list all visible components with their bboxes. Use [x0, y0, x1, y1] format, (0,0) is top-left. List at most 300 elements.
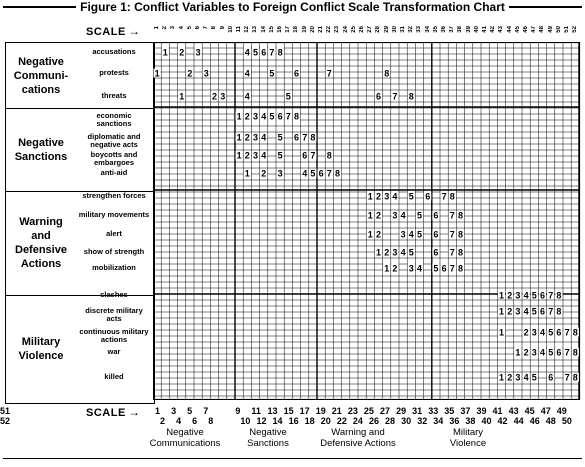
- bottom-scale-number: 33: [428, 406, 439, 416]
- top-scale-number: 14: [260, 26, 267, 33]
- svg-text:8: 8: [572, 372, 578, 383]
- bottom-scale-number: 6: [192, 416, 198, 426]
- variable-label: threats: [101, 91, 127, 100]
- variable-label: anti-aid: [100, 168, 128, 177]
- top-scale-number: 22: [326, 26, 333, 33]
- bottom-scale-number: 30: [401, 416, 412, 426]
- svg-text:3: 3: [531, 347, 537, 358]
- category-divider: [6, 108, 154, 109]
- svg-text:1: 1: [498, 372, 505, 383]
- svg-text:1: 1: [384, 263, 390, 274]
- bottom-group-label: Negative Sanctions: [247, 427, 289, 449]
- bottom-scale-number: 8: [208, 416, 214, 426]
- scale-mark: [514, 373, 521, 383]
- scale-mark: [301, 133, 308, 143]
- svg-text:4: 4: [244, 68, 250, 79]
- scale-mark: [416, 230, 423, 240]
- bottom-scale-number: 9: [235, 406, 241, 416]
- svg-text:3: 3: [277, 168, 283, 179]
- svg-text:1: 1: [367, 191, 373, 202]
- top-scale-number: 34: [424, 26, 431, 33]
- svg-text:5: 5: [548, 347, 554, 358]
- svg-text:8: 8: [457, 247, 464, 258]
- top-scale-number: 42: [490, 26, 497, 33]
- scale-mark: [506, 373, 513, 383]
- svg-text:1: 1: [375, 247, 382, 258]
- top-scale-number: 11: [236, 26, 242, 33]
- scale-mark: [277, 151, 284, 161]
- scale-mark: [449, 192, 456, 202]
- scale-mark: [432, 248, 439, 258]
- svg-text:5: 5: [408, 191, 414, 202]
- bottom-scale-number: 26: [368, 416, 379, 426]
- svg-text:3: 3: [515, 306, 521, 317]
- svg-text:8: 8: [326, 150, 332, 161]
- svg-text:7: 7: [564, 372, 570, 383]
- scale-mark: [449, 248, 456, 258]
- svg-text:1: 1: [498, 327, 505, 338]
- scale-mark: [457, 248, 464, 258]
- svg-text:6: 6: [548, 372, 554, 383]
- svg-text:5: 5: [416, 229, 423, 240]
- scale-mark: [449, 211, 456, 221]
- variable-label: continuous military actions: [79, 327, 149, 344]
- scale-mark: [449, 264, 456, 274]
- bottom-group-label: Warning and Defensive Actions: [320, 427, 396, 449]
- svg-text:4: 4: [416, 263, 423, 274]
- variable-label: alert: [106, 229, 122, 238]
- top-scale-number: 51: [564, 26, 570, 33]
- svg-text:4: 4: [302, 168, 308, 179]
- category-name: Warning and Defensive Actions: [15, 216, 67, 270]
- top-scale-number: 7: [203, 26, 210, 30]
- svg-text:4: 4: [244, 91, 250, 102]
- bottom-rule: [3, 458, 582, 459]
- scale-mark: [375, 211, 382, 221]
- bottom-scale-number: 40: [481, 416, 492, 426]
- svg-text:6: 6: [433, 210, 439, 221]
- top-scale-number: 38: [457, 26, 464, 33]
- svg-text:8: 8: [293, 111, 300, 122]
- scale-mark: [219, 92, 226, 102]
- scale-mark: [260, 48, 267, 58]
- svg-text:8: 8: [556, 290, 562, 301]
- top-scale-number: 31: [400, 26, 406, 33]
- scale-mark: [457, 211, 464, 221]
- scale-mark: [498, 328, 505, 338]
- bottom-scale-number: 41: [492, 406, 503, 416]
- top-scale-number: 17: [285, 26, 292, 33]
- svg-text:6: 6: [539, 290, 546, 301]
- bottom-scale-number: 12: [256, 416, 267, 426]
- svg-text:7: 7: [564, 347, 570, 358]
- scale-mark: [236, 133, 243, 143]
- variable-label: strengthen forces: [82, 191, 146, 200]
- scale-mark: [178, 48, 185, 58]
- svg-text:2: 2: [507, 372, 513, 383]
- svg-text:7: 7: [302, 132, 308, 143]
- svg-text:3: 3: [220, 91, 226, 102]
- scale-mark: [547, 348, 554, 358]
- svg-text:4: 4: [539, 347, 546, 358]
- bottom-scale-number: 14: [272, 416, 283, 426]
- bottom-scale-number: 18: [304, 416, 315, 426]
- scale-mark: [523, 328, 530, 338]
- variable-label: economic sanctions: [96, 111, 132, 128]
- scale-arrow-bottom: →: [128, 405, 140, 419]
- svg-text:5: 5: [408, 247, 414, 258]
- bottom-scale-number: 51: [0, 406, 11, 416]
- scale-mark: [383, 264, 390, 274]
- scale-label-bottom: SCALE: [86, 407, 126, 419]
- scale-mark: [301, 151, 308, 161]
- svg-text:3: 3: [400, 229, 406, 240]
- bottom-scale-number: 3: [171, 406, 177, 416]
- scale-mark: [498, 373, 505, 383]
- top-scale-number: 41: [482, 26, 488, 33]
- scale-mark: [326, 169, 333, 179]
- scale-mark: [400, 248, 407, 258]
- scale-mark: [547, 328, 554, 338]
- svg-text:2: 2: [244, 111, 250, 122]
- svg-text:5: 5: [285, 91, 291, 102]
- svg-text:3: 3: [408, 263, 414, 274]
- top-scale-number: 46: [523, 26, 529, 33]
- svg-text:6: 6: [433, 247, 439, 258]
- scale-mark: [523, 291, 530, 301]
- svg-text:5: 5: [277, 150, 283, 161]
- scale-mark: [309, 151, 316, 161]
- scale-mark: [244, 133, 251, 143]
- svg-text:8: 8: [334, 168, 341, 179]
- svg-text:6: 6: [433, 229, 439, 240]
- svg-text:1: 1: [515, 347, 521, 358]
- scale-mark: [391, 92, 398, 102]
- bottom-scale-number: 19: [315, 406, 326, 416]
- svg-text:6: 6: [277, 111, 283, 122]
- scale-mark: [572, 348, 579, 358]
- svg-text:6: 6: [425, 191, 431, 202]
- scale-mark: [408, 264, 415, 274]
- bottom-scale-number: 44: [513, 416, 524, 426]
- top-scale-number: 25: [350, 26, 357, 33]
- bottom-scale-number: 2: [160, 416, 166, 426]
- scale-mark: [195, 48, 202, 58]
- scale-mark: [514, 348, 521, 358]
- category-name: Negative Sanctions: [14, 136, 68, 163]
- top-scale-number: 33: [416, 26, 423, 33]
- top-scale-number: 24: [342, 26, 349, 33]
- svg-text:2: 2: [375, 229, 382, 240]
- svg-text:7: 7: [310, 150, 316, 161]
- svg-text:5: 5: [548, 327, 554, 338]
- scale-mark: [186, 69, 193, 79]
- bottom-group-label: Military Violence: [449, 427, 487, 449]
- svg-text:7: 7: [548, 290, 554, 301]
- top-scale-number: 12: [244, 26, 251, 33]
- variable-label: boycotts and embargoes: [90, 150, 138, 167]
- svg-text:6: 6: [556, 327, 562, 338]
- bottom-scale-number: 20: [320, 416, 331, 426]
- top-scale-number: 4: [178, 26, 185, 30]
- svg-text:8: 8: [572, 347, 578, 358]
- top-scale-number: 37: [449, 26, 456, 33]
- top-scale-number: 52: [572, 26, 579, 33]
- variable-label: protests: [99, 68, 129, 77]
- bottom-scale-number: 7: [203, 406, 209, 416]
- scale-mark: [383, 69, 390, 79]
- svg-text:7: 7: [441, 191, 447, 202]
- bottom-scale-number: 22: [336, 416, 347, 426]
- scale-mark: [572, 328, 579, 338]
- scale-mark: [555, 307, 562, 317]
- bottom-scale-number: 25: [363, 406, 374, 416]
- svg-text:4: 4: [261, 111, 267, 122]
- scale-mark: [555, 348, 562, 358]
- top-scale-number: 32: [408, 26, 415, 33]
- svg-text:1: 1: [236, 111, 242, 122]
- bottom-scale-number: 52: [0, 416, 11, 426]
- figure-title: Figure 1: Conflict Variables to Foreign Conflict Scale Transformation Chart: [0, 0, 585, 14]
- svg-text:1: 1: [236, 132, 242, 143]
- svg-text:7: 7: [269, 47, 275, 58]
- svg-text:2: 2: [375, 191, 382, 202]
- scale-mark: [391, 264, 398, 274]
- top-scale-number: 39: [465, 26, 472, 33]
- scale-mark: [391, 211, 398, 221]
- svg-text:2: 2: [261, 168, 267, 179]
- svg-text:6: 6: [441, 263, 447, 274]
- bottom-scale-number: 13: [267, 406, 278, 416]
- top-scale-number: 27: [367, 26, 374, 33]
- svg-text:2: 2: [392, 263, 398, 274]
- scale-mark: [408, 192, 415, 202]
- category-name: Negative Communi- cations: [13, 55, 69, 96]
- svg-text:6: 6: [539, 306, 546, 317]
- scale-mark: [457, 230, 464, 240]
- svg-text:1: 1: [179, 91, 185, 102]
- svg-text:1: 1: [236, 150, 242, 161]
- bottom-scale-number: 46: [529, 416, 540, 426]
- scale-mark: [391, 248, 398, 258]
- scale-mark: [293, 69, 300, 79]
- scale-mark: [301, 169, 308, 179]
- scale-mark: [236, 151, 243, 161]
- bottom-scale-number: 29: [396, 406, 407, 416]
- scale-mark: [564, 328, 571, 338]
- scale-mark: [375, 230, 382, 240]
- svg-text:5: 5: [531, 306, 537, 317]
- bottom-scale-number: 48: [545, 416, 556, 426]
- svg-text:8: 8: [384, 68, 390, 79]
- scale-mark: [555, 291, 562, 301]
- svg-text:2: 2: [375, 210, 382, 221]
- scale-mark: [252, 48, 259, 58]
- scale-mark: [531, 307, 538, 317]
- svg-text:8: 8: [556, 306, 562, 317]
- scale-mark: [514, 307, 521, 317]
- bottom-scale-number: 50: [561, 416, 572, 426]
- scale-arrow-top: →: [128, 24, 140, 38]
- bottom-scale-number: 49: [556, 406, 567, 416]
- top-scale-number: 8: [211, 26, 218, 30]
- bottom-scale-number: 15: [283, 406, 294, 416]
- bottom-scale-number: 11: [251, 406, 261, 416]
- bottom-scale-number: 42: [497, 416, 508, 426]
- scale-mark: [293, 133, 300, 143]
- scale-mark: [285, 112, 292, 122]
- scale-mark: [383, 248, 390, 258]
- scale-mark: [277, 48, 284, 58]
- scale-mark: [400, 230, 407, 240]
- scale-mark: [309, 169, 316, 179]
- top-scale-number: 49: [547, 26, 554, 33]
- scale-mark: [564, 373, 571, 383]
- top-scale-number: 28: [375, 26, 382, 33]
- scale-mark: [244, 151, 251, 161]
- scale-mark: [154, 69, 161, 79]
- bottom-scale-number: 47: [540, 406, 551, 416]
- top-scale-number: 23: [334, 26, 341, 33]
- scale-mark: [498, 291, 505, 301]
- top-scale-number: 18: [293, 26, 300, 33]
- svg-text:6: 6: [318, 168, 324, 179]
- scale-mark: [268, 69, 275, 79]
- svg-text:2: 2: [384, 247, 390, 258]
- svg-text:3: 3: [203, 68, 209, 79]
- scale-mark: [318, 169, 325, 179]
- scale-mark: [293, 112, 300, 122]
- svg-text:8: 8: [572, 327, 578, 338]
- svg-text:6: 6: [375, 91, 382, 102]
- svg-text:8: 8: [449, 191, 455, 202]
- variable-label: discrete military acts: [85, 306, 143, 323]
- top-scale-number: 1: [154, 26, 160, 30]
- bottom-scale-number: 31: [412, 406, 423, 416]
- bottom-scale-number: 43: [508, 406, 519, 416]
- category-name: Military Violence: [18, 336, 64, 362]
- svg-text:4: 4: [261, 132, 267, 143]
- top-scale-number: 44: [506, 26, 513, 33]
- bottom-scale-number: 37: [460, 406, 471, 416]
- scale-mark: [555, 328, 562, 338]
- svg-text:8: 8: [408, 91, 414, 102]
- svg-text:4: 4: [400, 210, 406, 221]
- svg-text:6: 6: [293, 68, 300, 79]
- svg-text:5: 5: [531, 290, 537, 301]
- scale-mark: [367, 211, 374, 221]
- svg-text:7: 7: [548, 306, 554, 317]
- scale-mark: [203, 69, 210, 79]
- top-scale-number: 20: [309, 26, 316, 33]
- scale-mark: [375, 192, 382, 202]
- svg-text:3: 3: [515, 372, 521, 383]
- top-scale-number: 36: [441, 26, 447, 33]
- scale-mark: [572, 373, 579, 383]
- scale-mark: [523, 373, 530, 383]
- svg-text:8: 8: [457, 210, 464, 221]
- svg-text:2: 2: [187, 68, 193, 79]
- svg-text:5: 5: [269, 68, 275, 79]
- conflict-grid: [153, 42, 583, 400]
- svg-text:1: 1: [498, 290, 505, 301]
- svg-text:8: 8: [277, 47, 283, 58]
- scale-mark: [211, 92, 218, 102]
- scale-mark: [441, 264, 448, 274]
- svg-text:2: 2: [523, 327, 529, 338]
- bottom-scale-number: 21: [331, 406, 342, 416]
- scale-mark: [457, 264, 464, 274]
- variable-label: diplomatic and negative acts: [87, 132, 141, 149]
- svg-text:2: 2: [211, 91, 218, 102]
- svg-text:8: 8: [457, 263, 464, 274]
- scale-mark: [268, 48, 275, 58]
- top-scale-number: 9: [219, 26, 226, 30]
- scale-mark: [416, 211, 423, 221]
- svg-text:3: 3: [531, 327, 537, 338]
- bottom-scale-number: 39: [476, 406, 487, 416]
- top-scale-number: 43: [498, 26, 505, 33]
- top-scale-number: 29: [383, 26, 390, 33]
- scale-mark: [309, 133, 316, 143]
- svg-text:1: 1: [154, 68, 160, 79]
- bottom-scale-number: 1: [155, 406, 161, 416]
- scale-mark: [514, 291, 521, 301]
- scale-mark: [260, 169, 267, 179]
- scale-mark: [244, 48, 251, 58]
- svg-text:3: 3: [392, 247, 398, 258]
- scale-mark: [539, 307, 546, 317]
- top-scale-number: 47: [531, 26, 538, 33]
- scale-mark: [244, 169, 251, 179]
- svg-text:2: 2: [507, 306, 513, 317]
- top-scale-number: 48: [539, 26, 546, 33]
- svg-text:5: 5: [310, 168, 316, 179]
- scale-mark: [408, 230, 415, 240]
- svg-text:2: 2: [179, 47, 185, 58]
- scale-mark: [531, 328, 538, 338]
- scale-mark: [498, 307, 505, 317]
- bottom-scale-number: 10: [240, 416, 251, 426]
- svg-text:4: 4: [408, 229, 414, 240]
- bottom-scale-number: 23: [347, 406, 358, 416]
- svg-text:1: 1: [367, 210, 373, 221]
- svg-text:5: 5: [416, 210, 423, 221]
- scale-mark: [244, 112, 251, 122]
- scale-mark: [539, 328, 546, 338]
- svg-text:2: 2: [244, 150, 250, 161]
- svg-text:3: 3: [392, 210, 398, 221]
- scale-mark: [531, 373, 538, 383]
- svg-text:4: 4: [400, 247, 406, 258]
- svg-text:2: 2: [507, 290, 513, 301]
- variable-label: mobilization: [92, 263, 136, 272]
- scale-mark: [375, 248, 382, 258]
- bottom-scale-number: 36: [449, 416, 460, 426]
- top-scale-number: 30: [391, 26, 398, 33]
- scale-mark: [408, 248, 415, 258]
- bottom-scale-number: 38: [465, 416, 476, 426]
- bottom-scale-number: 28: [385, 416, 396, 426]
- scale-mark: [432, 264, 439, 274]
- scale-mark: [277, 169, 284, 179]
- variable-label: military movements: [78, 210, 150, 219]
- top-scale-number: 45: [514, 26, 521, 33]
- scale-mark: [424, 192, 431, 202]
- scale-mark: [244, 69, 251, 79]
- svg-text:3: 3: [515, 290, 521, 301]
- svg-text:7: 7: [285, 111, 291, 122]
